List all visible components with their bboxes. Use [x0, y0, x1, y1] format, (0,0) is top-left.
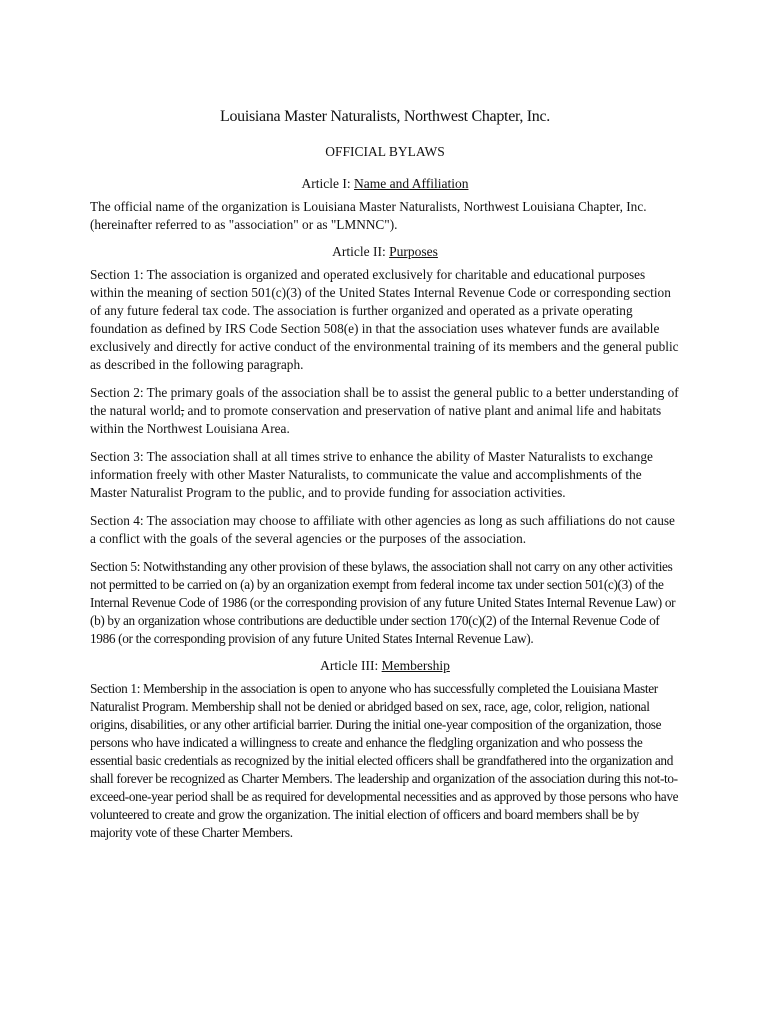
struck-comma: ,: [180, 403, 185, 418]
article-2-title: Purposes: [389, 244, 438, 259]
article-2-section-5: Section 5: Notwithstanding any other provision of these bylaws, the association shall not carry on any other activities not permitted to be carried on (a) by an organization exempt from federal income tax under section 501(c)(3) of the Internal Revenue Code of 1986 (or the corresponding provision of any future United States Internal Revenue Law) or (b) by an organization whose contributions are deductible under section 170(c)(2) of the Internal Revenue Code of 1986 (or the corresponding provision of any future United States Internal Revenue Law).: [90, 559, 676, 646]
article-3-title: Membership: [381, 658, 450, 673]
article-1-heading: [90, 176, 680, 192]
article-3-section-1: Section 1: Membership in the association is open to anyone who has successfully completed the Louisiana Master Naturalist Program. Membership shall not be denied or abridged based on sex, race, age, color, religion, national origins, disabilities, or any other artificial barrier. During the initial one-year composition of the organization, those persons who have indicated a willingness to create and enhance the fledgling organization and who possess the essential basic credentials as recognized by the initial elected officers shall be grandfathered into the organization and shall forever be recognized as Charter Members. The leadership and organization of the association during this not-to-exceed-one-year period shall be as required for developmental necessities and as approved by those persons who have volunteered to create and grow the organization. The initial election of officers and board members shall be by majority vote of these Charter Members.: [90, 681, 679, 840]
article-2-label: Article II:: [332, 244, 390, 259]
article-2-section-2: [90, 384, 680, 438]
article-1-title: Name and Affiliation: [354, 176, 469, 191]
article-3-heading: [90, 658, 680, 674]
article-2-section-2-part1: Section 2: The primary goals of the association shall be to assist the general public to a better understanding of the natural world: [90, 385, 679, 418]
article-3-label: Article III:: [320, 658, 382, 673]
article-2-section-1: Section 1: The association is organized and operated exclusively for charitable and educational purposes within the meaning of section 501(c)(3) of the United States Internal Revenue Code or corresponding section of any future federal tax code. The association is further organized and operated as a private operating foundation as defined by IRS Code Section 508(e) in that the association uses whatever funds are available exclusively and directly for active conduct of the environmental training of its members and the general public as described in the following paragraph.: [90, 267, 679, 372]
document-title: Louisiana Master Naturalists, Northwest Chapter, Inc.: [219, 108, 551, 125]
document-page: [90, 108, 680, 852]
article-2-section-3: Section 3: The association shall at all times strive to enhance the ability of Master Naturalists to exchange information freely with other Master Naturalists, to communicate the value and accomplishments of the Master Naturalist Program to the public, and to provide funding for association activities.: [90, 449, 653, 500]
document-subtitle: OFFICIAL BYLAWS: [325, 144, 445, 159]
article-2-section-2-part2: and to promote conservation and preservation of native plant and animal life and habitats within the Northwest Louisiana Area.: [90, 403, 662, 436]
article-1-text: The official name of the organization is Louisiana Master Naturalists, Northwest Louisiana Chapter, Inc. (hereinafter referred to as "association" or as "LMNNC").: [90, 199, 647, 232]
article-2-heading: [90, 244, 680, 260]
article-2-section-4: Section 4: The association may choose to affiliate with other agencies as long as such affiliations do not cause a conflict with the goals of the several agencies or the purposes of the association.: [90, 513, 675, 546]
article-1-label: Article I:: [301, 176, 354, 191]
